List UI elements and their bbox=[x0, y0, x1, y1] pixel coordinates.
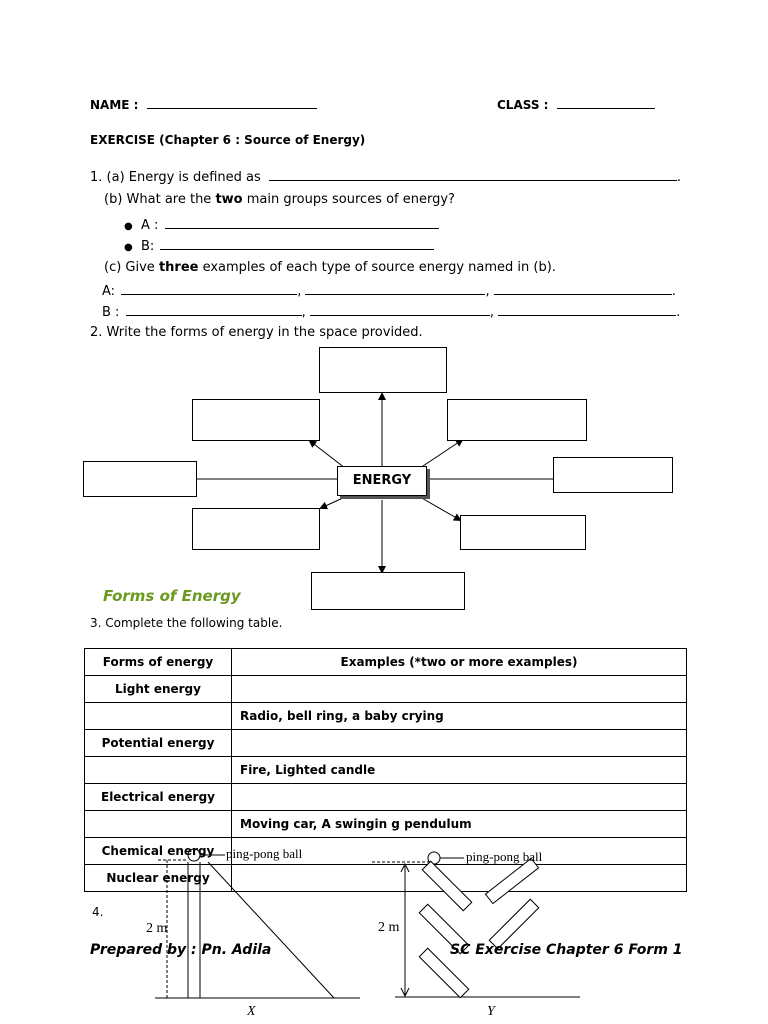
table-cell-form[interactable]: Electrical energy bbox=[85, 784, 232, 811]
q1b-bullet-b-label: B: bbox=[141, 239, 155, 254]
table-cell-example[interactable]: Fire, Lighted candle bbox=[232, 757, 687, 784]
q1c-text-post: examples of each type of source energy named in (b). bbox=[198, 260, 556, 275]
table-cell-form[interactable]: Nuclear energy bbox=[85, 865, 232, 892]
table-header-forms: Forms of energy bbox=[85, 649, 232, 676]
footer-document-title: SC Exercise Chapter 6 Form 1 bbox=[450, 942, 683, 958]
q1c-row-b: B : , , . bbox=[102, 305, 681, 320]
table-cell-form[interactable]: Chemical energy bbox=[85, 838, 232, 865]
exercise-title: EXERCISE (Chapter 6 : Source of Energy) bbox=[90, 133, 366, 147]
q3-text: 3. Complete the following table. bbox=[90, 616, 283, 630]
diagram-label-y: Y bbox=[487, 1004, 495, 1019]
q1c-text-pre: (c) Give bbox=[104, 260, 159, 275]
footer-prepared-by: Prepared by : Pn. Adila bbox=[90, 942, 272, 958]
table-header-examples: Examples (*two or more examples) bbox=[232, 649, 687, 676]
q1a: 1. (a) Energy is defined as . bbox=[90, 170, 682, 185]
table-cell-form[interactable]: Potential energy bbox=[85, 730, 232, 757]
forms-of-energy-caption: Forms of Energy bbox=[103, 587, 241, 605]
table-cell-form[interactable]: Light energy bbox=[85, 676, 232, 703]
q1b-text-pre: (b) What are the bbox=[104, 192, 216, 207]
ping-pong-ball-label-y: ping-pong ball bbox=[466, 849, 543, 864]
q1b-text-post: main groups sources of energy? bbox=[242, 192, 455, 207]
q1c-text-bold: three bbox=[158, 260, 199, 275]
q2-text: 2. Write the forms of energy in the space provided. bbox=[90, 325, 423, 340]
q1c-row-a: A: , , . bbox=[102, 284, 676, 299]
q1b-bullet-b: ● B: bbox=[124, 237, 434, 254]
ping-pong-ball-label-x: ping-pong ball bbox=[226, 846, 303, 861]
q1a-text: 1. (a) Energy is defined as bbox=[90, 170, 261, 185]
name-label: NAME : bbox=[90, 98, 139, 112]
height-label-x: 2 m bbox=[146, 921, 168, 936]
q1b-text-bold: two bbox=[215, 192, 243, 207]
class-label: CLASS : bbox=[497, 98, 549, 112]
q1b-bullet-a-label: A : bbox=[141, 218, 159, 233]
table-cell-example[interactable]: Radio, bell ring, a baby crying bbox=[232, 703, 687, 730]
diagram-label-x: X bbox=[247, 1004, 256, 1019]
q1c-row-b-label: B : bbox=[102, 305, 120, 320]
height-label-y: 2 m bbox=[378, 920, 400, 935]
q4-number: 4. bbox=[92, 905, 104, 919]
table-cell-example[interactable]: Moving car, A swingin g pendulum bbox=[232, 811, 687, 838]
energy-center-box: ENERGY bbox=[337, 466, 427, 496]
q1b-bullet-a: ● A : bbox=[124, 216, 439, 233]
q1c-row-a-label: A: bbox=[102, 284, 116, 299]
